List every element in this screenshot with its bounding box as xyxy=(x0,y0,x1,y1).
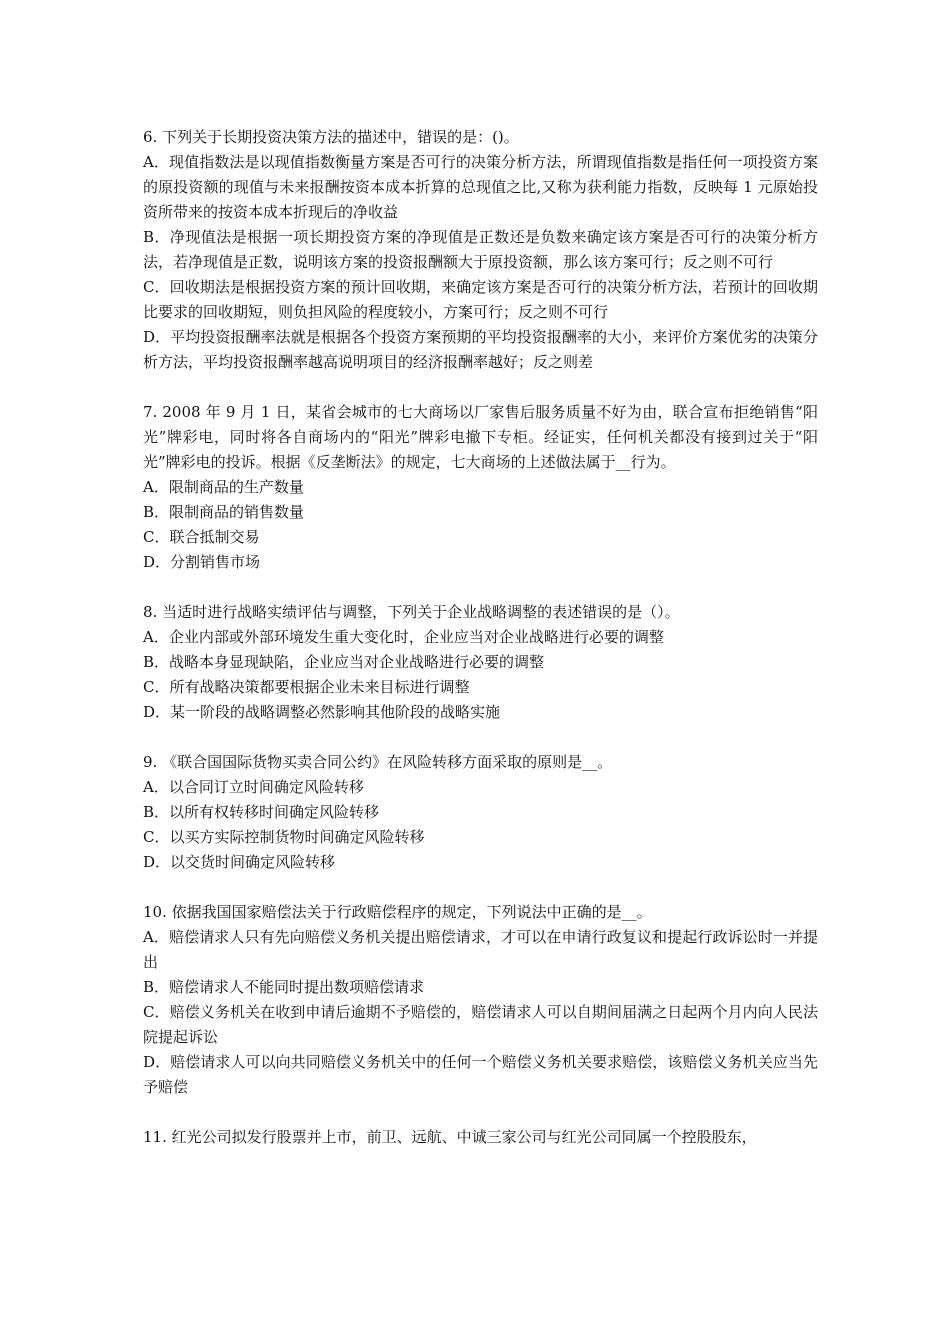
option-d: D．平均投资报酬率法就是根据各个投资方案预期的平均投资报酬率的大小，来评价方案优劣的决策分析方法，平均投资报酬率越高说明项目的经济报酬率越好；反之则差 xyxy=(143,328,818,371)
option-b: B．净现值法是根据一项长期投资方案的净现值是正数还是负数来确定该方案是否可行的决策分析方法，若净现值是正数，说明该方案的投资报酬额大于原投资额，那么该方案可行；反之则不可行 xyxy=(143,228,818,271)
question-list xyxy=(143,125,818,1175)
question-10 xyxy=(143,900,818,1100)
option-c: C．回收期法是根据投资方案的预计回收期，来确定该方案是否可行的决策分析方法，若预计的回收期比要求的回收期短，则负担风险的程度较小，方案可行；反之则不可行 xyxy=(143,278,818,321)
option-a: A．现值指数法是以现值指数衡量方案是否可行的决策分析方法，所谓现值指数是指任何一项投资方案的原投资额的现值与未来报酬按资本成本折算的总现值之比,又称为获利能力指数，反映每 1 元原始投资所带来的按资本成本折现后的净收益 xyxy=(143,153,818,221)
option-a: A．企业内部或外部环境发生重大变化时，企业应当对企业战略进行必要的调整 xyxy=(143,628,664,646)
option-b: B．战略本身显现缺陷，企业应当对企业战略进行必要的调整 xyxy=(143,653,545,671)
question-8 xyxy=(143,600,818,725)
question-9 xyxy=(143,750,818,875)
question-6 xyxy=(143,125,818,375)
option-a: A．赔偿请求人只有先向赔偿义务机关提出赔偿请求，才可以在申请行政复议和提起行政诉讼时一并提出 xyxy=(143,928,818,971)
option-c: C．所有战略决策都要根据企业未来目标进行调整 xyxy=(143,678,470,696)
question-7 xyxy=(143,400,818,575)
option-b: B．限制商品的销售数量 xyxy=(143,503,305,521)
option-c: C．联合抵制交易 xyxy=(143,528,260,546)
option-c: C．赔偿义务机关在收到申请后逾期不予赔偿的，赔偿请求人可以自期间届满之日起两个月内向人民法院提起诉讼 xyxy=(143,1003,818,1046)
option-d: D．某一阶段的战略调整必然影响其他阶段的战略实施 xyxy=(143,703,501,721)
question-stem: 7. 2008 年 9 月 1 日，某省会城市的七大商场以厂家售后服务质量不好为由，联合宣布拒绝销售“阳光”牌彩电，同时将各自商场内的“阳光”牌彩电撤下专柜。经证实，任何机关都没有接到过关于“阳光”牌彩电的投诉。根据《反垄断法》的规定，七大商场的上述做法属于__行为。 xyxy=(143,403,818,471)
option-a: A．限制商品的生产数量 xyxy=(143,478,304,496)
option-b: B．以所有权转移时间确定风险转移 xyxy=(143,803,380,821)
question-11 xyxy=(143,1125,818,1150)
option-b: B．赔偿请求人不能同时提出数项赔偿请求 xyxy=(143,978,425,996)
option-d: D．分割销售市场 xyxy=(143,553,261,571)
question-stem: 6. 下列关于长期投资决策方法的描述中，错误的是：()。 xyxy=(143,128,519,146)
question-stem: 11. 红光公司拟发行股票并上市，前卫、远航、中诚三家公司与红光公司同属一个控股股东， xyxy=(143,1128,757,1146)
question-stem: 9. 《联合国国际货物买卖合同公约》在风险转移方面采取的原则是__。 xyxy=(143,753,613,771)
question-stem: 10. 依据我国国家赔偿法关于行政赔偿程序的规定，下列说法中正确的是__。 xyxy=(143,903,652,921)
option-d: D．以交货时间确定风险转移 xyxy=(143,853,336,871)
option-d: D．赔偿请求人可以向共同赔偿义务机关中的任何一个赔偿义务机关要求赔偿，该赔偿义务机关应当先予赔偿 xyxy=(143,1053,818,1096)
option-a: A．以合同订立时间确定风险转移 xyxy=(143,778,364,796)
question-stem: 8. 当适时进行战略实绩评估与调整，下列关于企业战略调整的表述错误的是（）。 xyxy=(143,603,680,621)
option-c: C．以买方实际控制货物时间确定风险转移 xyxy=(143,828,425,846)
